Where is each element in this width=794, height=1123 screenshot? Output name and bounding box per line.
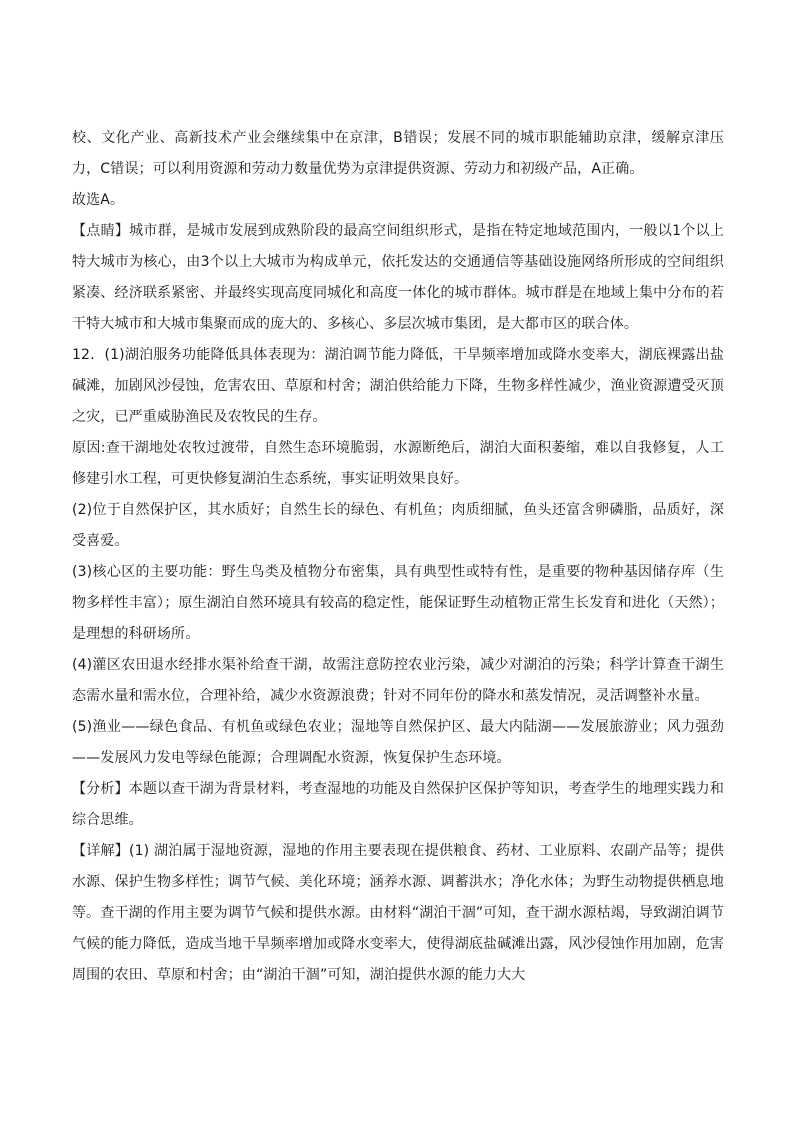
paragraph-q12-part2: (2)位于自然保护区，其水质好；自然生长的绿色、有机鱼；肉质细腻，鱼头还富含卵磷脂，品质好，深受喜爱。	[72, 502, 724, 549]
paragraph-q12-part4: (4)灌区农田退水经排水渠补给查干湖，故需注意防控农业污染，减少对湖泊的污染；科学计算查干湖生态需水量和需水位，合理补给，减少水资源浪费；针对不同年份的降水和蒸发情况，灵活调整补水量。	[72, 657, 724, 704]
paragraph-q12-reason: 原因:查干湖地处农牧过渡带，自然生态环境脆弱，水源断绝后，湖泊大面积萎缩，难以自我修复，人工修建引水工程，可更快修复湖泊生态系统，事实证明效果良好。	[72, 440, 724, 487]
paragraph-q12-part3: (3)核心区的主要功能：野生鸟类及植物分布密集，具有典型性或特有性，是重要的物种基因储存库（生物多样性丰富）；原生湖泊自然环境具有较高的稳定性，能保证野生动植物正常生长发育和进化（天然）；是理想的科研场所。	[72, 564, 724, 642]
paragraph-analysis: 【分析】本题以查干湖为背景材料，考查湿地的功能及自然保护区保护等知识，考查学生的地理实践力和综合思维。	[72, 781, 724, 828]
document-page	[72, 123, 724, 991]
paragraph-continuation: 校、文化产业、高新技术产业会继续集中在京津，B错误；发展不同的城市职能辅助京津，缓解京津压力，C错误；可以利用资源和劳动力数量优势为京津提供资源、劳动力和初级产品，A正确。	[72, 130, 724, 177]
paragraph-q12-part1: 12．(1)湖泊服务功能降低具体表现为：湖泊调节能力降低，干旱频率增加或降水变率大，湖底裸露出盐碱滩，加剧风沙侵蚀，危害农田、草原和村舍；湖泊供给能力下降，生物多样性减少，渔业资源遭受灭顶之灾，已严重威胁渔民及农牧民的生存。	[72, 347, 724, 425]
paragraph-detail: 【详解】(1) 湖泊属于湿地资源，湿地的作用主要表现在提供粮食、药材、工业原料、农副产品等；提供水源、保护生物多样性；调节气候、美化环境；涵养水源、调蓄洪水；净化水体；为野生动物提供栖息地等。查干湖的作用主要为调节气候和提供水源。由材料“湖泊干涸”可知，查干湖水源枯竭，导致湖泊调节气候的能力降低，造成当地干旱频率增加或降水变率大，使得湖底盐碱滩出露，风沙侵蚀作用加剧，危害周围的农田、草原和村舍；由“湖泊干涸”可知，湖泊提供水源的能力大大	[72, 843, 724, 983]
paragraph-answer: 故选A。	[72, 192, 125, 208]
paragraph-tip: 【点睛】城市群，是城市发展到成熟阶段的最高空间组织形式，是指在特定地域范围内，一般以1个以上特大城市为核心，由3个以上大城市为构成单元，依托发达的交通通信等基础设施网络所形成的空间组织紧凑、经济联系紧密、并最终实现高度同城化和高度一体化的城市群体。城市群是在地域上集中分布的若干特大城市和大城市集聚而成的庞大的、多核心、多层次城市集团，是大都市区的联合体。	[72, 223, 724, 332]
paragraph-q12-part5: (5)渔业——绿色食品、有机鱼或绿色农业；湿地等自然保护区、最大内陆湖——发展旅游业；风力强劲——发展风力发电等绿色能源；合理调配水资源，恢复保护生态环境。	[72, 719, 724, 766]
